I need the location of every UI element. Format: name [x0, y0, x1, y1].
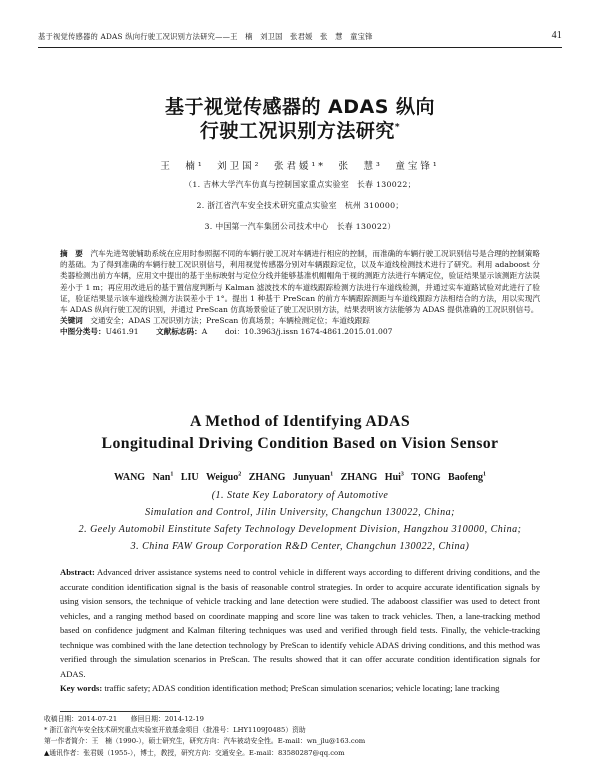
en-keywords-label: Key words:: [60, 683, 103, 693]
en-affiliation-4: 3. China FAW Group Corporation R&D Center, Changchun 130022, China): [130, 541, 470, 552]
cn-title-line2: [0, 116, 600, 143]
footnote-corresponding: ▲通讯作者：张君媛（1955-），博士，教授，研究方向：交通安全。E-mail：83580287@qq.com: [44, 748, 345, 757]
doi-value: 10.3963/j.issn 1674-4861.2015.01.007: [244, 327, 393, 337]
en-keywords-text: traffic safety; ADAS condition identification method; PreScan simulation scenarios; vehicle locating; lane tracking: [104, 683, 500, 693]
doc-code-label: 文献标志码：: [156, 327, 202, 337]
cn-title-line1: 基于视觉传感器的 ADAS 纵向: [164, 96, 436, 118]
en-keywords: [60, 681, 540, 696]
en-author-5: TONG Baofeng$^1$: [411, 472, 487, 484]
cn-affiliation-3: 3. 中国第一汽车集团公司技术中心 长春 130022）: [204, 222, 396, 231]
en-authors: [0, 472, 600, 483]
cn-abstract-label: 摘 要: [60, 249, 83, 258]
footnote-rule: [60, 711, 180, 712]
cn-keywords-text: 交通安全；ADAS 工况识别方法；PreScan 仿真场景；车辆检测定位；车道线跟踪: [90, 316, 370, 326]
running-head-title: 基于视觉传感器的 ADAS 纵向行驶工况识别方法研究——王 楠 刘卫国 张君媛 张 慧 童宝锋: [38, 32, 373, 41]
cn-affiliation-2: 2. 浙江省汽车安全技术研究重点实验室 杭州 310000；: [196, 201, 404, 210]
en-author-2: LIU Weiguo$^2$: [180, 472, 242, 484]
cn-authors: 王 楠¹ 刘卫国² 张君媛¹* 张 慧³ 童宝锋¹: [160, 161, 440, 172]
cn-abstract: [60, 248, 540, 315]
page-number: 41: [551, 30, 562, 41]
clc-label: 中图分类号：: [60, 327, 106, 337]
footnote-fund: * 浙江省汽车安全技术研究重点实验室开放基金项目（批准号：LHY1109J0485）资助: [44, 726, 306, 735]
en-abstract-text: Advanced driver assistance systems need to control vehicle in different ways according to different driving conditions, and the accurate condition identification signal is the basis of reasonable control strategies. In order to acquire accurate identification signals by using vision sensors, the technique of vehicle tracking and lane detection were studied. The adaboost classifier was used to detect front vehicles, and a ranging method based on coordinate mapping and score line was taken to track vehicles. Then, a lane-tracking method based on confidence judgment and Kalman filtering techniques was used and verified through field tests. Finally, the vehicle-tracking technique was combined with the lane detection technology by PreScan to identify vehicle ADAS driving conditions, and this method was verified through the simulation scenarios in PreScan. The results showed that it can offer accurate condition identification signals for ADAS.: [60, 567, 540, 679]
en-affiliation-1: (1. State Key Laboratory of Automotive: [211, 490, 389, 501]
en-author-3: ZHANG Junyuan$^1$: [248, 472, 334, 484]
doc-code-value: A: [201, 327, 208, 337]
en-affiliation-2: Simulation and Control, Jilin University, Changchun 130022, China;: [145, 507, 455, 518]
cn-abstract-block: [60, 248, 540, 338]
cn-affiliation-1: （1. 吉林大学汽车仿真与控制国家重点实验室 长春 130022；: [184, 180, 416, 189]
cn-classification: [60, 326, 540, 337]
en-author-4: ZHANG Hui$^3$: [340, 472, 404, 484]
en-affiliation-3: 2. Geely Automobil Einstitute Safety Technology Development Division, Hangzhou 310000, China;: [78, 524, 522, 535]
footnote-first-author: 第一作者简介：王 楠（1990-），硕士研究生，研究方向：汽车被动安全性。E-mail：wn_jlu@163.com: [44, 737, 366, 746]
en-author-1: WANG Nan$^1$: [113, 472, 174, 484]
en-abstract-block: [60, 565, 540, 696]
cn-keywords-label: 关键词: [60, 316, 83, 326]
footnotes: [44, 714, 544, 759]
running-head: [38, 30, 562, 44]
cn-title-mark: *: [394, 122, 401, 133]
cn-abstract-text: 汽车先进驾驶辅助系统在应用时参照据不同的车辆行驶工况对车辆进行相应的控制，而准确的车辆行驶工况识别信号是合理的控制策略的基础。为了得到准确的车辆行驶工况识别信号，利用视觉传感器分别对车辆跟踪定位，以及车道线检测技术进行了研究。利用 adaboost 分类器检测出前方车辆，应用文中提出的基于坐标映射与定位分线并能够基准机帽帽角于视的测距方法进行车辆定位，验证结果显示该测距方法误差小于 1 m；再应用改进后的基于置信度判断与 Kalman 滤波技术的车道线跟踪检测方法进行车道线检测，并通过实车道路试验对此进行了验证，验证结果显示该车道线检测方法误差小于 1°。提出 1 种基于 PreScan 的前方车辆跟踪测距与车道线跟踪方法相结合的方法，用以实现汽车 ADAS 纵向行驶工况的识别，并通过 PreScan 仿真场景验证了驶工况识别方法，结果表明该方法能够为 ADAS 提供准确的工况识别信号。: [60, 249, 540, 315]
doi-label: doi：: [224, 327, 245, 337]
clc-value: U461.91: [105, 327, 139, 337]
en-abstract: [60, 565, 540, 681]
en-title-line2: Longitudinal Driving Condition Based on Vision Sensor: [101, 435, 499, 452]
cn-keywords: [60, 315, 540, 326]
footnote-received: 收稿日期：2014-07-21 修回日期：2014-12-19: [44, 715, 204, 723]
cn-title-line2-text: 行驶工况识别方法研究: [199, 120, 395, 142]
header-rule: [38, 47, 562, 48]
en-abstract-label: Abstract:: [60, 567, 95, 577]
en-title-line1: A Method of Identifying ADAS: [189, 413, 411, 430]
